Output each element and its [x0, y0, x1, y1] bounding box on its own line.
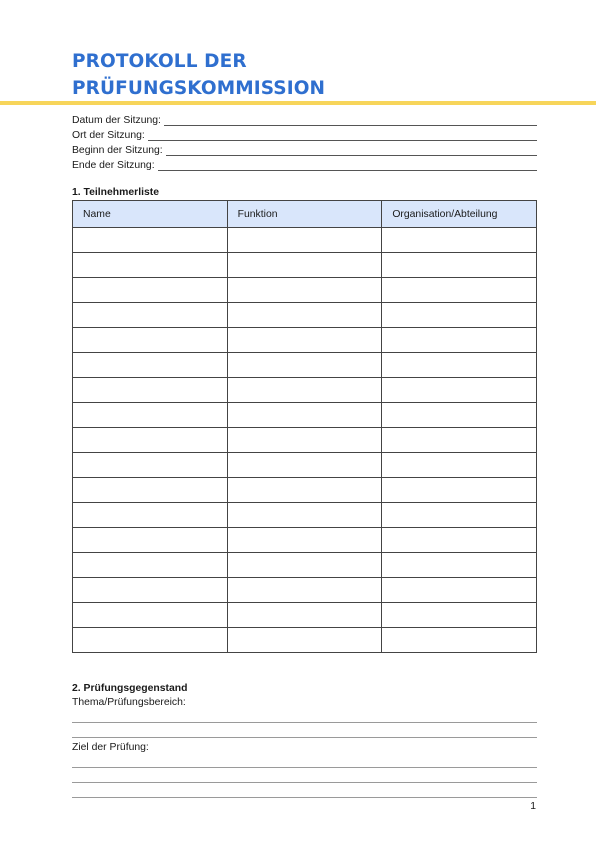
- cell-name[interactable]: [73, 478, 228, 503]
- cell-function[interactable]: [227, 578, 382, 603]
- table-row: [73, 553, 537, 578]
- participants-table-body: [73, 228, 537, 653]
- goal-line-3[interactable]: [72, 797, 537, 798]
- page-number: 1: [530, 801, 536, 812]
- section-heading-participants: 1. Teilnehmerliste: [72, 187, 160, 198]
- topic-label: Thema/Prüfungsbereich:: [72, 697, 186, 708]
- session-meta-fields: [72, 112, 537, 172]
- column-header-organisation: Organisation/Abteilung: [382, 201, 537, 228]
- table-row: [73, 503, 537, 528]
- table-header-row: [73, 201, 537, 228]
- cell-organisation[interactable]: [382, 353, 537, 378]
- goal-label: Ziel der Prüfung:: [72, 742, 149, 753]
- document-title: [72, 48, 325, 102]
- table-row: [73, 603, 537, 628]
- cell-function[interactable]: [227, 628, 382, 653]
- cell-name[interactable]: [73, 303, 228, 328]
- cell-name[interactable]: [73, 403, 228, 428]
- table-row: [73, 428, 537, 453]
- cell-organisation[interactable]: [382, 253, 537, 278]
- meta-label-end: Ende der Sitzung:: [72, 160, 155, 171]
- cell-function[interactable]: [227, 228, 382, 253]
- cell-name[interactable]: [73, 278, 228, 303]
- cell-organisation[interactable]: [382, 453, 537, 478]
- table-row: [73, 378, 537, 403]
- meta-label-date: Datum der Sitzung:: [72, 115, 161, 126]
- cell-function[interactable]: [227, 478, 382, 503]
- cell-function[interactable]: [227, 353, 382, 378]
- meta-row-start: [72, 142, 537, 157]
- cell-organisation[interactable]: [382, 628, 537, 653]
- cell-organisation[interactable]: [382, 403, 537, 428]
- table-row: [73, 528, 537, 553]
- cell-function[interactable]: [227, 303, 382, 328]
- column-header-name: Name: [73, 201, 228, 228]
- cell-organisation[interactable]: [382, 578, 537, 603]
- cell-function[interactable]: [227, 453, 382, 478]
- column-header-function: Funktion: [227, 201, 382, 228]
- cell-function[interactable]: [227, 278, 382, 303]
- cell-name[interactable]: [73, 378, 228, 403]
- table-row: [73, 453, 537, 478]
- cell-organisation[interactable]: [382, 503, 537, 528]
- table-row: [73, 278, 537, 303]
- cell-function[interactable]: [227, 603, 382, 628]
- topic-line-2[interactable]: [72, 737, 537, 738]
- cell-name[interactable]: [73, 603, 228, 628]
- cell-name[interactable]: [73, 503, 228, 528]
- cell-organisation[interactable]: [382, 303, 537, 328]
- cell-name[interactable]: [73, 578, 228, 603]
- cell-organisation[interactable]: [382, 603, 537, 628]
- cell-function[interactable]: [227, 428, 382, 453]
- cell-organisation[interactable]: [382, 428, 537, 453]
- table-row: [73, 328, 537, 353]
- cell-organisation[interactable]: [382, 478, 537, 503]
- cell-name[interactable]: [73, 628, 228, 653]
- table-row: [73, 478, 537, 503]
- meta-line-end[interactable]: [158, 160, 537, 171]
- cell-name[interactable]: [73, 228, 228, 253]
- table-row: [73, 628, 537, 653]
- table-row: [73, 353, 537, 378]
- cell-organisation[interactable]: [382, 528, 537, 553]
- table-row: [73, 253, 537, 278]
- cell-organisation[interactable]: [382, 328, 537, 353]
- meta-row-location: [72, 127, 537, 142]
- meta-row-date: [72, 112, 537, 127]
- cell-name[interactable]: [73, 353, 228, 378]
- cell-name[interactable]: [73, 428, 228, 453]
- participants-table: [72, 200, 537, 653]
- section-heading-subject: 2. Prüfungsgegenstand: [72, 683, 188, 694]
- title-accent-rule: [0, 101, 596, 105]
- title-line-2: PRÜFUNGSKOMMISSION: [72, 78, 326, 99]
- cell-function[interactable]: [227, 503, 382, 528]
- table-row: [73, 303, 537, 328]
- goal-line-1[interactable]: [72, 767, 537, 768]
- table-row: [73, 228, 537, 253]
- goal-line-2[interactable]: [72, 782, 537, 783]
- table-row: [73, 403, 537, 428]
- topic-line-1[interactable]: [72, 722, 537, 723]
- cell-name[interactable]: [73, 328, 228, 353]
- cell-name[interactable]: [73, 528, 228, 553]
- table-row: [73, 578, 537, 603]
- meta-label-location: Ort der Sitzung:: [72, 130, 145, 141]
- meta-line-start[interactable]: [166, 145, 537, 156]
- title-line-1: PROTOKOLL DER: [72, 51, 247, 72]
- meta-label-start: Beginn der Sitzung:: [72, 145, 163, 156]
- cell-organisation[interactable]: [382, 553, 537, 578]
- cell-function[interactable]: [227, 403, 382, 428]
- cell-function[interactable]: [227, 328, 382, 353]
- cell-organisation[interactable]: [382, 278, 537, 303]
- cell-function[interactable]: [227, 528, 382, 553]
- cell-organisation[interactable]: [382, 378, 537, 403]
- cell-function[interactable]: [227, 378, 382, 403]
- cell-name[interactable]: [73, 253, 228, 278]
- cell-function[interactable]: [227, 253, 382, 278]
- cell-function[interactable]: [227, 553, 382, 578]
- cell-name[interactable]: [73, 553, 228, 578]
- meta-line-location[interactable]: [148, 130, 537, 141]
- meta-row-end: [72, 157, 537, 172]
- meta-line-date[interactable]: [164, 115, 537, 126]
- cell-name[interactable]: [73, 453, 228, 478]
- cell-organisation[interactable]: [382, 228, 537, 253]
